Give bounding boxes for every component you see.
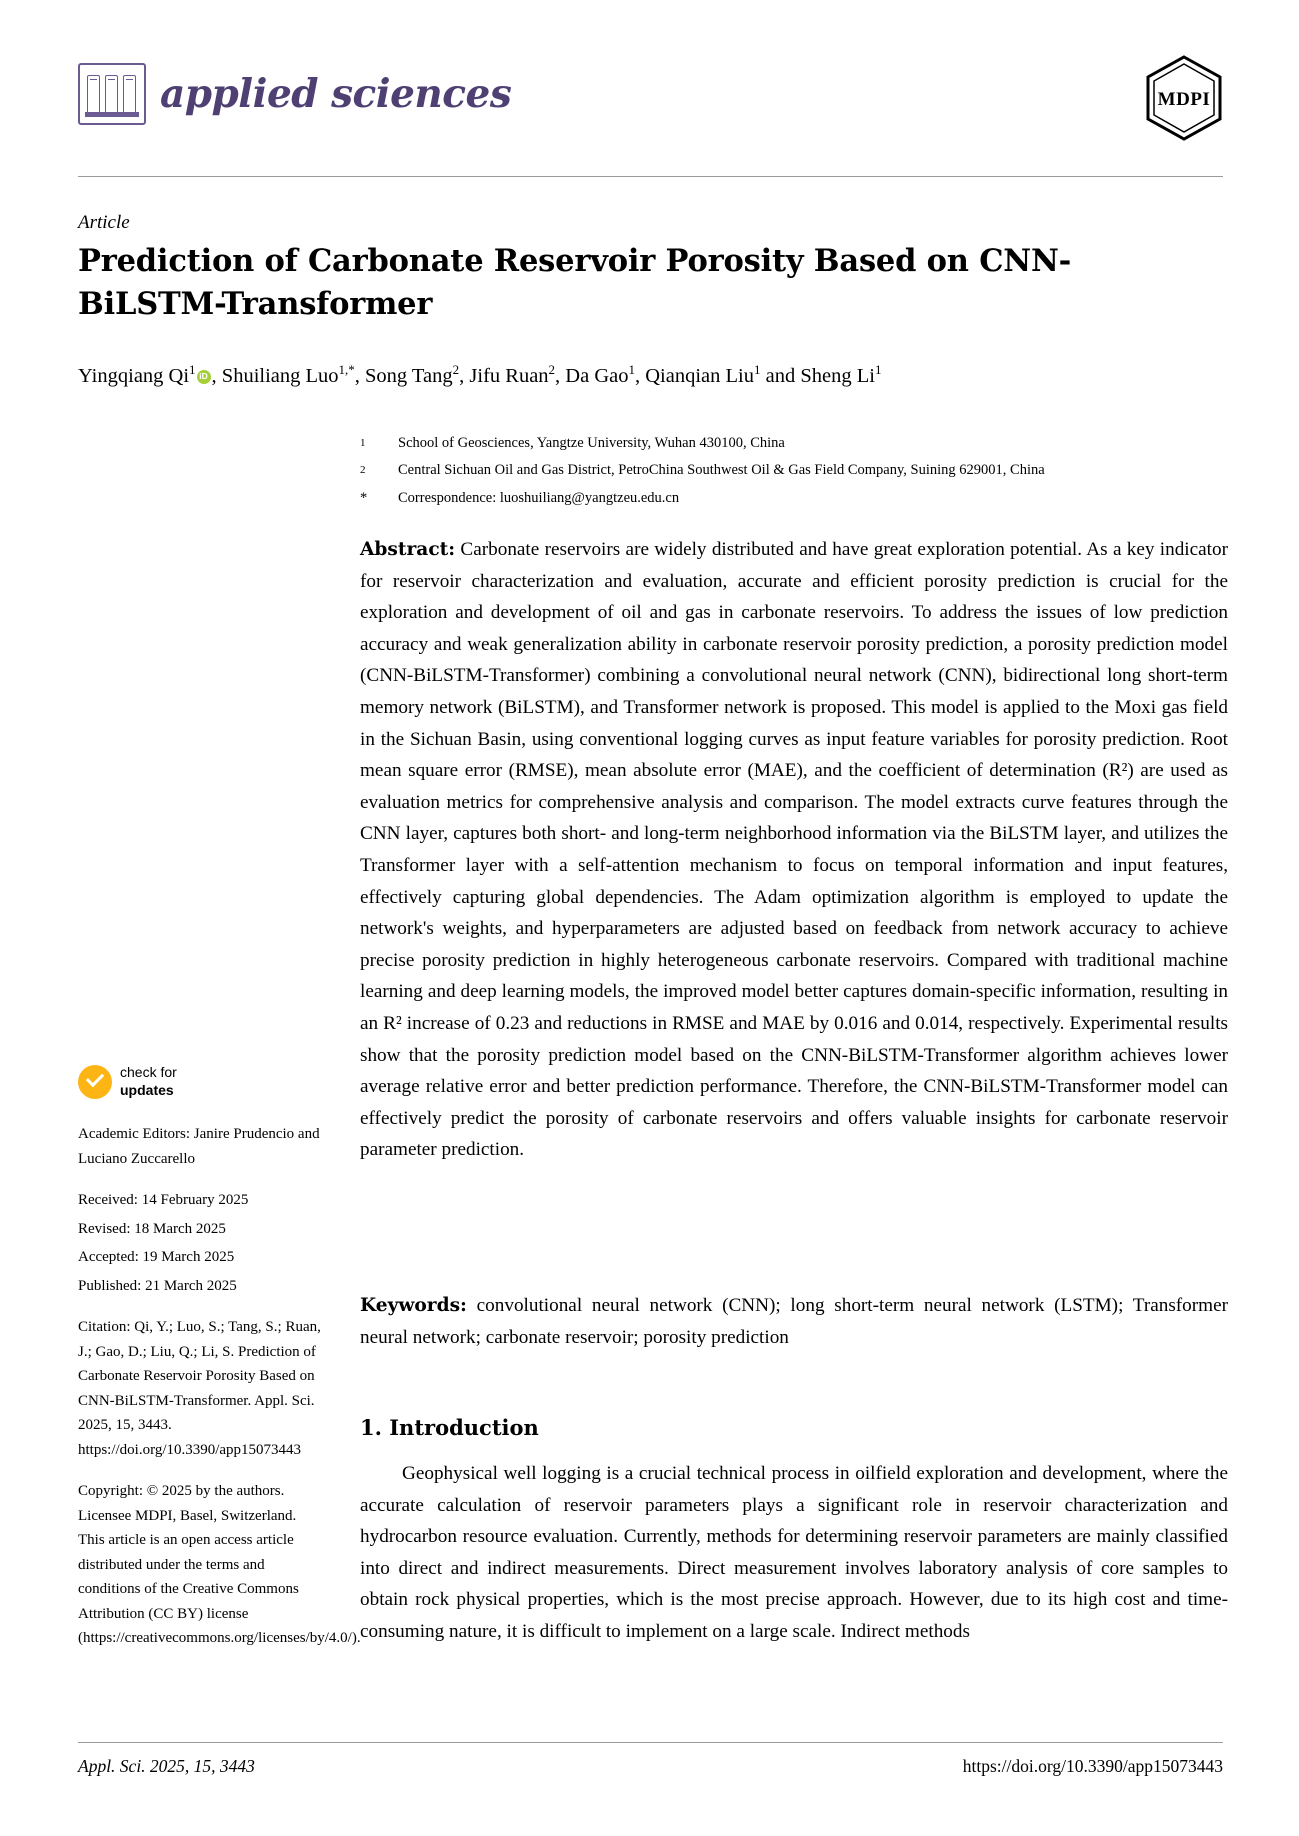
correspondence-text: Correspondence: luoshuiliang@yangtzeu.edu.cn [398, 489, 680, 506]
check-mark-icon [78, 1065, 112, 1099]
abstract [360, 534, 1228, 1166]
check-updates-line2: updates [120, 1082, 174, 1098]
published-date: Published: 21 March 2025 [78, 1277, 237, 1294]
footer-divider [78, 1742, 1223, 1743]
footer-doi[interactable]: https://doi.org/10.3390/app15073443 [962, 1756, 1223, 1776]
journal-logo [78, 63, 511, 125]
applied-sciences-icon [78, 63, 146, 125]
abstract-text: Carbonate reservoirs are widely distributed and have great exploration potential. As a key indicator for reservoir characterization and evaluation, accurate and efficient porosity prediction is crucial for the exploration and development of oil and gas in carbonate reservoirs. To address the issues of low prediction accuracy and weak generalization ability in carbonate reservoir porosity prediction, a porosity prediction model (CNN-BiLSTM-Transformer) combining a convolutional neural network (CNN), bidirectional long short-term memory network (BiLSTM), and Transformer network is proposed. This model is applied to the Moxi gas field in the Sichuan Basin, using conventional logging curves as input feature variables for porosity prediction. Root mean square error (RMSE), mean absolute error (MAE), and the coefficient of determination (R²) are used as evaluation metrics for comprehensive analysis and comparison. The model extracts curve features through the CNN layer, captures both short- and long-term neighborhood information via the BiLSTM layer, and utilizes the Transformer layer with a self-attention mechanism to focus on temporal information and input features, effectively capturing global dependencies. The Adam optimization algorithm is employed to update the network's weights, and hyperparameters are adjusted based on feedback from network accuracy to achieve precise porosity prediction in highly heterogeneous carbonate reservoirs. Compared with traditional machine learning and deep learning models, the improved model better captures domain-specific information, resulting in an R² increase of 0.23 and reductions in RMSE and MAE by 0.016 and 0.014, respectively. Experimental results show that the porosity prediction model based on the CNN-BiLSTM-Transformer algorithm achieves lower average relative error and better prediction performance. Therefore, the CNN-BiLSTM-Transformer model can effectively predict the porosity of carbonate reservoirs and offers valuable insights for carbonate reservoir parameter prediction. [360, 539, 1228, 1161]
section-heading: 1. Introduction [360, 1415, 539, 1440]
author-name: , Da Gao [555, 364, 629, 387]
orcid-icon[interactable] [197, 370, 211, 384]
author-affil-marker: 1,* [338, 362, 355, 377]
author-affil-marker: 1 [874, 362, 882, 377]
header-divider [78, 176, 1223, 177]
affiliation-text: Central Sichuan Oil and Gas District, PetroChina Southwest Oil & Gas Field Company, Suining 629001, China [398, 462, 1045, 479]
accepted-date: Accepted: 19 March 2025 [78, 1249, 235, 1265]
mdpi-label: MDPI [1157, 89, 1211, 110]
affiliation-item [360, 487, 1230, 510]
affiliation-item [360, 432, 1230, 459]
author-name: , Song Tang [354, 364, 453, 387]
abstract-label: Abstract: [360, 539, 456, 560]
author-list [78, 356, 1218, 390]
received-date: Received: 14 February 2025 [78, 1192, 249, 1208]
author-affil-marker: 2 [548, 362, 556, 377]
author-name: and Sheng Li [760, 364, 875, 387]
revised-date: Revised: 18 March 2025 [78, 1220, 226, 1237]
affiliation-marker-text: * [360, 489, 368, 506]
affiliation-marker-text: 1 [360, 437, 366, 449]
article-type: Article [78, 212, 130, 233]
citation: Citation: Qi, Y.; Luo, S.; Tang, S.; Ruan, J.; Gao, D.; Liu, Q.; Li, S. Prediction of Carbonate Reservoir Porosity Based on CNN-BiLSTM-Transformer. Appl. Sci. 2025, 15, 3443. https://doi.org/10.3390/app15073443 [78, 1319, 321, 1458]
check-for-updates-badge[interactable] [78, 1063, 318, 1103]
journal-title: applied sciences [160, 71, 512, 117]
section-paragraph: Geophysical well logging is a crucial technical process in oilfield exploration and development, where the accurate calculation of reservoir parameters plays a significant role in reservoir characterization and hydrocarbon resource evaluation. Currently, methods for determining reservoir parameters are mainly classified into direct and indirect measurements. Direct measurement involves laboratory analysis of core samples to obtain rock physical properties, which is the most precise approach. However, due to its high cost and time-consuming nature, it is difficult to implement on a large scale. Indirect methods [360, 1463, 1228, 1642]
keywords-text: convolutional neural network (CNN); long short-term neural network (LSTM); Transformer neural network; carbonate reservoir; porosity prediction [360, 1295, 1228, 1348]
author-name: Yingqiang Qi [78, 364, 190, 387]
affiliation-item [360, 459, 1230, 486]
affiliation-marker-text: 2 [360, 464, 366, 477]
affiliation-text: School of Geosciences, Yangtze University, Wuhan 430100, China [398, 435, 785, 451]
affiliations [360, 432, 1230, 509]
keywords [360, 1290, 1228, 1353]
author-affil-marker: 1 [189, 362, 196, 377]
page-title: Prediction of Carbonate Reservoir Porosity Based on CNN-BiLSTM-Transformer [78, 243, 1072, 322]
sidebar [78, 1122, 361, 1668]
masthead [78, 55, 1223, 155]
author-affil-marker: 1 [628, 362, 635, 377]
copyright: Copyright: © 2025 by the authors. Licensee MDPI, Basel, Switzerland. This article is an open access article distributed under the terms and conditions of the Creative Commons Attribution (CC BY) license (https://creativecommons.org/licenses/by/4.0/). [78, 1483, 361, 1646]
author-name: , Jifu Ruan [459, 364, 549, 387]
mdpi-logo [1145, 55, 1223, 141]
author-affil-marker: 2 [452, 362, 460, 377]
keywords-label: Keywords: [360, 1295, 467, 1316]
author-affil-marker: 1 [753, 362, 761, 377]
author-name: , Shuiliang Luo [211, 364, 339, 387]
footer-citation: Appl. Sci. 2025, 15, 3443 [78, 1756, 255, 1776]
affiliation-marker [360, 487, 398, 510]
check-for-updates-label [120, 1063, 177, 1099]
affiliation-marker [360, 432, 398, 459]
check-updates-line1: check for [120, 1064, 177, 1080]
academic-editors: Academic Editors: Janire Prudencio and Luciano Zuccarello [78, 1126, 320, 1167]
affiliation-marker [360, 459, 398, 486]
author-name: , Qianqian Liu [634, 364, 754, 387]
